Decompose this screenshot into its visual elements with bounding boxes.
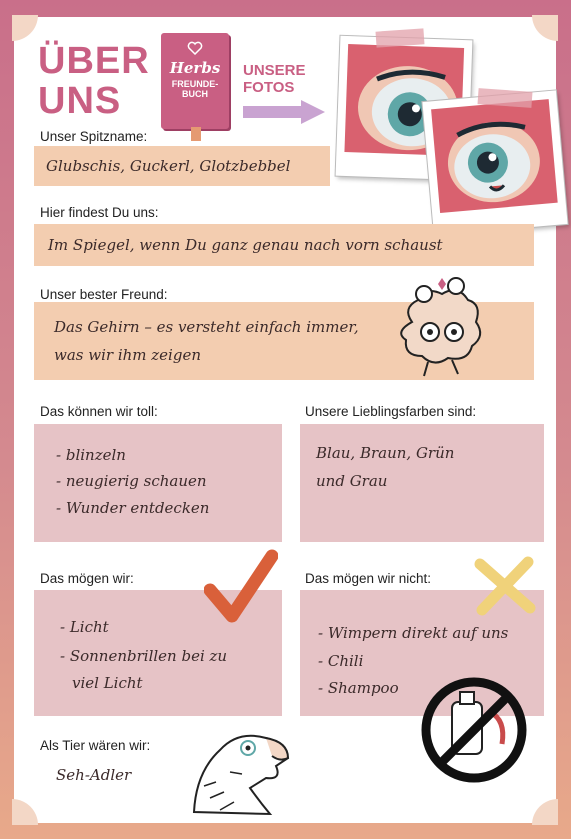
likes-label: Das mögen wir: [40,571,134,586]
colors-label: Unsere Lieblingsfarben sind: [305,404,477,419]
animal-label: Als Tier wären wir: [40,738,151,753]
book-title: Herbs [169,59,221,77]
location-box [34,224,534,266]
friendbook-logo [161,33,229,129]
nickname-value: Glubschis, Guckerl, Glotzbebbel [46,157,291,175]
corner-decoration [12,15,38,41]
corner-decoration [532,15,558,41]
colors-box [300,424,544,542]
nickname-box [34,146,330,186]
no-shampoo-icon [416,672,532,788]
best-friend-line1: Das Gehirn – es versteht einfach immer, [54,318,359,336]
arrow-right-icon [243,100,328,124]
eye-illustration [431,99,558,213]
book-subtitle: FREUNDE- BUCH [171,79,219,99]
skills-box [34,424,282,542]
bookmark-ribbon [191,127,201,141]
list-item: - Shampoo [318,679,399,697]
best-friend-label: Unser bester Freund: [40,287,168,302]
brain-illustration [382,272,492,384]
nickname-label: Unser Spitzname: [40,129,148,144]
list-item: - Chili [318,652,364,670]
page-title-line2: UNS [38,80,122,122]
best-friend-line2: was wir ihm zeigen [54,346,201,364]
list-item: - Licht [60,618,109,636]
list-item: - blinzeln [56,446,126,464]
location-value: Im Spiegel, wenn Du ganz genau nach vorn schaust [48,236,443,254]
dislikes-label: Das mögen wir nicht: [305,571,432,586]
list-item: viel Licht [72,674,143,692]
checkmark-icon [204,548,278,628]
corner-decoration [532,799,558,825]
heart-icon [187,41,203,55]
tape [376,28,425,47]
list-item: - Wimpern direkt auf uns [318,624,509,642]
cross-icon [472,556,538,616]
corner-decoration [12,799,38,825]
page-title-line1: ÜBER [38,40,150,82]
colors-line1: Blau, Braun, Grün [316,444,455,462]
animal-value: Seh-Adler [56,766,132,784]
fotos-label: UNSERE FOTOS [243,62,306,96]
colors-line2: und Grau [316,472,388,490]
eagle-illustration [180,716,300,816]
list-item: - Sonnenbrillen bei zu [60,647,228,665]
list-item: - neugierig schauen [56,472,207,490]
list-item: - Wunder entdecken [56,499,210,517]
location-label: Hier findest Du uns: [40,205,159,220]
photo-eye-2 [422,90,567,235]
skills-label: Das können wir toll: [40,404,158,419]
